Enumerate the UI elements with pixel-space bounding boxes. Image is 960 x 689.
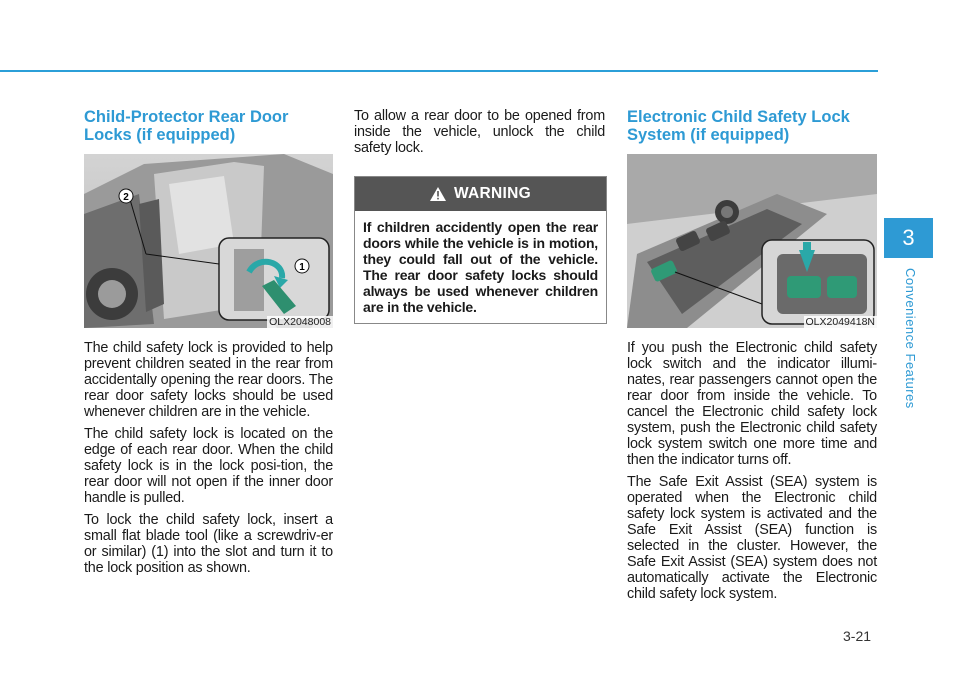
section-title-electronic: Electronic Child Safety Lock System (if equipped) [627,108,850,144]
section-title-child-protector: Child-Protector Rear Door Locks (if equipped) [84,108,289,144]
figure-code: OLX2049418N [805,316,875,328]
warning-text: If children accidently open the rear doors while the vehicle is in motion, they could fall out of the vehicle. The rear door safety locks should always be used whenever children are in the vehicle. [363,219,598,315]
column-electronic-lock [627,108,877,608]
header-rule [0,70,878,72]
figure-rear-door-lock [84,154,333,328]
paragraph: To lock the child safety lock, insert a small flat blade tool (like a screwdriv-er or similar) (1) into the slot and turn it to the lock position as shown. [84,512,333,576]
figure-code: OLX2048008 [269,316,331,328]
unlock-note: To allow a rear door to be opened from inside the vehicle, unlock the child safety lock. [354,108,605,156]
rear-door-illustration [84,154,333,328]
warning-header [355,177,606,211]
callout-2-label: 2 [123,192,129,203]
warning-triangle-icon [430,187,446,201]
paragraph: The child safety lock is located on the edge of each rear door. When the child safety lock is in the lock posi-tion, the rear door will not open if the inner door handle is pulled. [84,426,333,506]
warning-heading: WARNING [453,185,531,202]
chapter-label: Convenience Features [903,268,918,409]
chapter-tab: 3 [884,218,933,258]
column-child-protector [84,108,333,582]
paragraph: If you push the Electronic child safety lock switch and the indicator illumi-nates, rear passengers cannot open the rear door from inside the vehicle. To cancel the Electronic child safety lock system, push the Electronic child safety lock system switch one more time and then the indicator turns off. [627,340,877,468]
door-switch-illustration [627,154,877,328]
figure-electronic-switch [627,154,877,328]
warning-body [355,211,606,323]
warning-box [354,176,607,324]
page-number: 3-21 [843,628,872,644]
callout-1-label: 1 [299,262,305,273]
paragraph: The Safe Exit Assist (SEA) system is operated when the Electronic child safety lock system is activated and the Safe Exit Assist (SEA) function is selected in the cluster. However, the Safe Exit Assist (SEA) system does not automatically activate the Electronic child safety lock system. [627,474,877,602]
column-unlock-warning [354,108,605,324]
paragraph: The child safety lock is provided to help prevent children seated in the rear from accidentally opening the rear doors. The rear door safety locks should be used whenever children are in the vehicle. [84,340,333,420]
